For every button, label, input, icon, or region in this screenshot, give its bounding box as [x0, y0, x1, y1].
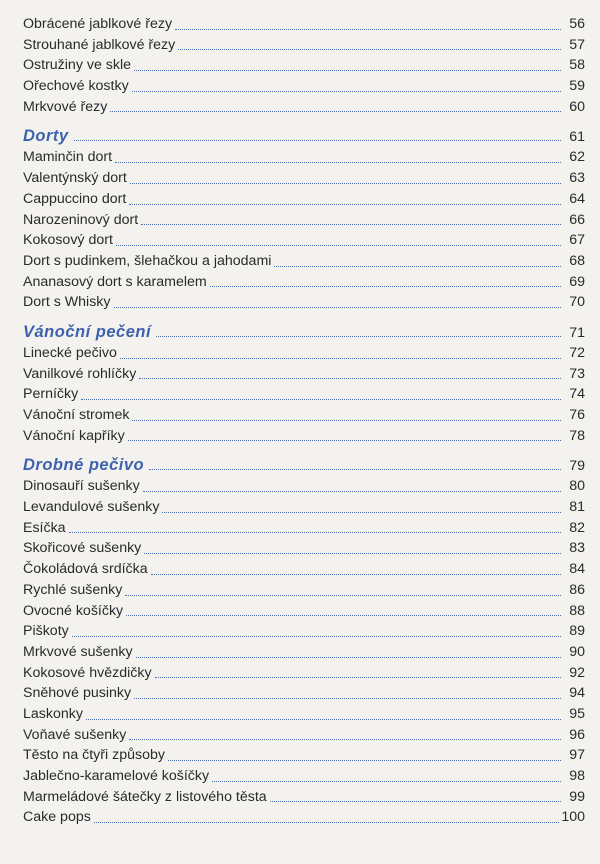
- toc-entry: [23, 272, 585, 293]
- dot-leader: [212, 781, 561, 782]
- toc-entry: [23, 518, 585, 539]
- dot-leader: [94, 822, 560, 823]
- dot-leader: [155, 677, 561, 678]
- entry-title: Skořicové sušenky: [23, 540, 142, 557]
- dot-leader: [69, 532, 561, 533]
- table-of-contents: [23, 14, 585, 834]
- dot-leader: [143, 491, 561, 492]
- section-heading: [23, 454, 585, 476]
- entry-page: 78: [569, 427, 585, 444]
- dot-leader: [178, 49, 561, 50]
- toc-entry: [23, 621, 585, 642]
- entry-page: 74: [569, 386, 585, 403]
- entry-page: 92: [569, 664, 585, 681]
- dot-leader: [151, 574, 561, 575]
- entry-title: Strouhané jablkové řezy: [23, 36, 176, 53]
- entry-page: 90: [569, 643, 585, 660]
- section-heading: [23, 321, 585, 343]
- section-page: 79: [569, 458, 585, 475]
- dot-leader: [114, 307, 562, 308]
- dot-leader: [81, 399, 561, 400]
- dot-leader: [129, 739, 561, 740]
- dot-leader: [86, 719, 561, 720]
- entry-title: Mrkvové řezy: [23, 98, 108, 115]
- dot-leader: [72, 636, 561, 637]
- section-heading: [23, 125, 585, 147]
- entry-page: 68: [569, 252, 585, 269]
- dot-leader: [134, 698, 561, 699]
- entry-title: Esíčka: [23, 519, 66, 536]
- entry-title: Cappuccino dort: [23, 190, 127, 207]
- entry-title: Marmeládové šátečky z listového těsta: [23, 788, 267, 805]
- entry-title: Dort s pudinkem, šlehačkou a jahodami: [23, 252, 272, 269]
- dot-leader: [116, 245, 561, 246]
- entry-title: Čokoládová srdíčka: [23, 561, 148, 578]
- entry-page: 58: [569, 57, 585, 74]
- entry-page: 76: [569, 407, 585, 423]
- toc-entry: [23, 343, 585, 364]
- entry-page: 67: [569, 232, 585, 249]
- dot-leader: [110, 111, 561, 112]
- entry-page: 94: [569, 685, 585, 702]
- dot-leader: [144, 553, 561, 554]
- dot-leader: [168, 760, 561, 761]
- toc-entry: [23, 559, 585, 580]
- entry-page: 88: [569, 602, 585, 619]
- dot-leader: [125, 595, 561, 596]
- section-page: 61: [569, 129, 585, 146]
- dot-leader: [210, 286, 561, 287]
- section-title: Dorty: [23, 127, 69, 146]
- dot-leader: [115, 162, 561, 163]
- toc-entry: [23, 147, 585, 168]
- dot-leader: [162, 512, 561, 513]
- section-page: 71: [569, 324, 585, 341]
- toc-entry: [23, 55, 585, 76]
- toc-entry: [23, 230, 585, 251]
- entry-title: Obrácené jablkové řezy: [23, 16, 173, 32]
- toc-entry: [23, 426, 585, 447]
- entry-title: Perníčky: [23, 386, 79, 403]
- toc-entry: [23, 601, 585, 622]
- entry-page: 69: [569, 273, 585, 290]
- dot-leader: [141, 224, 561, 225]
- entry-title: Valentýnský dort: [23, 170, 127, 187]
- entry-page: 64: [569, 190, 585, 207]
- entry-title: Vánoční kapříky: [23, 427, 125, 444]
- entry-page: 99: [569, 788, 585, 805]
- entry-title: Piškoty: [23, 623, 69, 640]
- entry-page: 83: [569, 540, 585, 557]
- entry-title: Dort s Whisky: [23, 294, 111, 311]
- entry-title: Sněhové pusinky: [23, 685, 132, 702]
- entry-title: Ananasový dort s karamelem: [23, 273, 207, 290]
- toc-entry: [23, 766, 585, 787]
- entry-page: 60: [569, 98, 585, 115]
- entry-page: 100: [561, 809, 585, 826]
- dot-leader: [128, 440, 561, 441]
- toc-entry: [23, 476, 585, 497]
- toc-entry: [23, 14, 585, 35]
- entry-page: 95: [569, 705, 585, 722]
- toc-entry: [23, 538, 585, 559]
- entry-title: Rychlé sušenky: [23, 581, 123, 598]
- toc-entry: [23, 251, 585, 272]
- entry-title: Ořechové kostky: [23, 78, 129, 95]
- toc-entry: [23, 384, 585, 405]
- entry-title: Cake pops: [23, 809, 91, 826]
- entry-title: Kokosové hvězdičky: [23, 664, 152, 681]
- dot-leader: [270, 801, 561, 802]
- entry-page: 97: [569, 747, 585, 764]
- toc-entry: [23, 189, 585, 210]
- dot-leader: [156, 336, 561, 337]
- dot-leader: [120, 358, 561, 359]
- toc-entry: [23, 292, 585, 313]
- entry-page: 82: [569, 519, 585, 536]
- toc-entry: [23, 97, 585, 118]
- dot-leader: [136, 657, 561, 658]
- entry-title: Mrkvové sušenky: [23, 643, 133, 660]
- entry-title: Dinosauří sušenky: [23, 478, 140, 495]
- entry-title: Levandulové sušenky: [23, 499, 160, 516]
- dot-leader: [129, 204, 561, 205]
- entry-page: 70: [569, 294, 585, 311]
- entry-page: 62: [569, 149, 585, 166]
- entry-page: 72: [569, 344, 585, 361]
- entry-page: 81: [569, 499, 585, 516]
- toc-group-dorty: [23, 125, 585, 313]
- entry-title: Linecké pečivo: [23, 344, 117, 361]
- dot-leader: [132, 91, 561, 92]
- toc-entry: [23, 663, 585, 684]
- entry-title: Laskonky: [23, 705, 83, 722]
- toc-entry: [23, 807, 585, 828]
- entry-page: 66: [569, 211, 585, 228]
- entry-title: Kokosový dort: [23, 232, 113, 249]
- entry-title: Těsto na čtyři způsoby: [23, 747, 165, 764]
- entry-page: 98: [569, 768, 585, 784]
- toc-entry: [23, 745, 585, 766]
- toc-entry: [23, 704, 585, 725]
- entry-page: 96: [569, 726, 585, 743]
- toc-entry: [23, 642, 585, 663]
- toc-entry: [23, 497, 585, 518]
- toc-group-continued: [23, 14, 585, 117]
- toc-entry: [23, 76, 585, 97]
- entry-page: 80: [569, 478, 585, 495]
- toc-entry: [23, 35, 585, 56]
- entry-page: 84: [569, 561, 585, 578]
- entry-page: 73: [569, 365, 585, 382]
- toc-entry: [23, 683, 585, 704]
- dot-leader: [139, 378, 561, 379]
- dot-leader: [126, 615, 561, 616]
- toc-entry: [23, 787, 585, 808]
- entry-title: Narozeninový dort: [23, 211, 139, 228]
- entry-page: 56: [569, 16, 585, 32]
- entry-title: Vanilkové rohlíčky: [23, 365, 137, 382]
- section-title: Drobné pečivo: [23, 456, 145, 475]
- entry-title: Maminčin dort: [23, 149, 113, 166]
- toc-entry: [23, 725, 585, 746]
- toc-entry: [23, 210, 585, 231]
- dot-leader: [130, 183, 561, 184]
- entry-page: 89: [569, 623, 585, 640]
- toc-entry: [23, 364, 585, 385]
- entry-title: Voňavé sušenky: [23, 726, 127, 743]
- dot-leader: [149, 469, 561, 470]
- entry-title: Ovocné košíčky: [23, 602, 124, 619]
- toc-group-vanocni-peceni: [23, 321, 585, 446]
- dot-leader: [74, 140, 561, 141]
- entry-page: 86: [569, 581, 585, 598]
- section-title: Vánoční pečení: [23, 322, 152, 341]
- dot-leader: [274, 266, 561, 267]
- toc-entry: [23, 168, 585, 189]
- entry-title: Ostružiny ve skle: [23, 57, 132, 74]
- toc-entry: [23, 405, 585, 426]
- entry-page: 63: [569, 170, 585, 187]
- entry-page: 57: [569, 36, 585, 53]
- toc-entry: [23, 580, 585, 601]
- entry-title: Vánoční stromek: [23, 407, 130, 423]
- toc-group-drobne-pecivo: [23, 454, 585, 828]
- dot-leader: [134, 70, 561, 71]
- dot-leader: [132, 420, 561, 421]
- entry-title: Jablečno-karamelové košíčky: [23, 768, 210, 784]
- dot-leader: [175, 29, 561, 30]
- entry-page: 59: [569, 78, 585, 95]
